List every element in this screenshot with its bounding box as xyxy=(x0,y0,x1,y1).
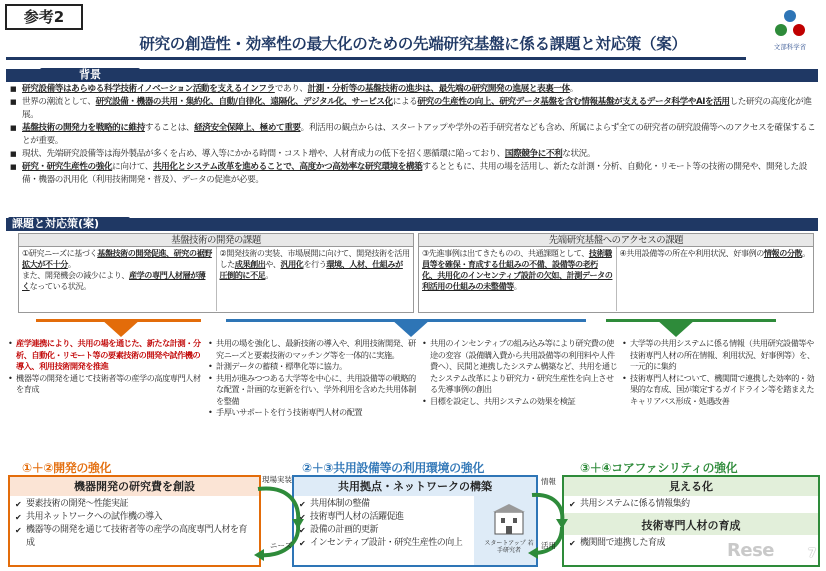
measures-dev xyxy=(8,338,206,456)
box-item: ✔ 共用ネットワークへの試作機の導入 xyxy=(14,511,255,524)
box-item: ✔ 設備の計画的更新 xyxy=(298,524,470,537)
background-list xyxy=(10,83,818,187)
arrow-row xyxy=(6,319,818,337)
heading-corefacility-strengthen: ③＋④コアファシリティの強化 xyxy=(580,461,738,475)
background-item: ■ 基盤技術の開発力を戦略的に維持することは、経済安全保障上、極めて重要。利活用の観点からは、スタートアップや学外の若手研究者なども含め、所属によらず全ての研究者の研究設備等へのアクセスを確保することが重要。 xyxy=(10,122,818,148)
measure-item: • 機器等の開発を通じて技術者等の産学の高度専門人材を育成 xyxy=(8,373,206,396)
cycle-arrows-left-icon xyxy=(250,475,310,567)
background-item: ■ 研究設備等はあらゆる科学技術イノベーション活動を支えるインフラであり、計測・分析等の基盤技術の進歩は、最先端の研究開発の進展と表裏一体。 xyxy=(10,83,818,96)
tag-needs: ニーズ xyxy=(270,541,293,550)
panel-title: 先端研究基盤へのアクセスの課題 xyxy=(419,234,813,247)
heading-share-strengthen: ②＋③共用設備等の利用環境の強化 xyxy=(302,461,484,475)
building-icon: スタートアップ 若手研究者 xyxy=(484,502,534,554)
logo-mark-icon xyxy=(775,10,805,40)
measure-item: • 共用のインセンティブの組み込み等により研究費の使途の変容（設備購入費から共用設備等の利用料や人件費へ）、民間と連携したシステム構築など、共用を通じたシステム改革により研究力・研究生産性を向上させる先導事例の創出 xyxy=(422,338,618,396)
measure-item: • 技術専門人材について、機関間で連携した効率的・効果的な育成、国が策定するガイドライン等を踏まえたキャリアパス形成・処遇改善 xyxy=(622,373,820,408)
issue-4: ④共用設備等の所在や利用状況、好事例の情報の分散。 xyxy=(616,247,814,311)
box-item: ✔ 共用システムに係る情報集約 xyxy=(568,498,814,511)
tag-field: 現場実装 xyxy=(262,475,292,484)
measure-item: • 産学連携により、共用の場を通じた、新たな計測・分析、自動化・リモート等の要素技術の開発や試作機の導入、利用技術開発を推進 xyxy=(8,338,206,373)
reference-label: 参考2 xyxy=(5,4,83,30)
measures-share xyxy=(208,338,416,456)
measure-item: • 計測データの蓄積・標準化等に協力。 xyxy=(208,361,416,373)
logo-text: 文部科学省 xyxy=(773,43,807,51)
cycle-arrows-right-icon xyxy=(528,475,572,567)
ministry-logo xyxy=(760,10,820,60)
box-item: ✔ 機関間で連携した育成 xyxy=(568,537,814,550)
blue-arrow-icon xyxy=(391,319,431,337)
issue-3: ③先進事例は出てきたものの、共通課題として、技術職員等を確保・育成する仕組みの不備、設備等の老朽化、共用化のインセンティブ設計の欠如、計測データの利活用の仕組みの未整備等。 xyxy=(422,248,613,291)
box-corefacility xyxy=(562,475,820,567)
box-item: ✔ 機器等の開発を通じて技術者等の産学の高度専門人材を育成 xyxy=(14,524,255,550)
box-title: 技術専門人材の育成 xyxy=(641,519,741,532)
page-number: 7 xyxy=(808,546,817,560)
measure-item: • 共用の場を強化し、最新技術の導入や、利用技術開発、研究ニーズと要素技術のマッチング等を一体的に実施。 xyxy=(208,338,416,361)
box-dev xyxy=(8,475,261,567)
panel-title: 基盤技術の開発の課題 xyxy=(19,234,413,247)
panel-access-issues xyxy=(418,233,814,313)
watermark: Rese xyxy=(727,540,774,561)
box-share xyxy=(292,475,538,567)
measure-item: • 目標を設定し、共用システムの効果を検証 xyxy=(422,396,618,408)
tag-use: 活用 xyxy=(541,541,556,550)
measure-item: • 共用が進みつつある大学等を中心に、共用設備等の戦略的な配置・計画的な更新を行い、学外利用を含めた共用体制を整備 xyxy=(208,373,416,408)
heading-dev-strengthen: ①＋②開発の強化 xyxy=(22,461,112,475)
background-item: ■ 世界の潮流として、研究設備・機器の共用・集約化、自動/自律化、遠隔化、デジタル化、サービス化による研究の生産性の向上、研究データ基盤を含む情報基盤が支えるデータ科学やAIを活用した研究の高度化が進展。 xyxy=(10,96,818,122)
box-item: ✔ 共用体制の整備 xyxy=(298,498,470,511)
tag-info: 情報 xyxy=(541,477,556,486)
measure-item: • 大学等の共用システムに係る情報（共用研究設備等や技術専門人材の所在情報、利用状況、好事例等）を、一元的に集約 xyxy=(622,338,820,373)
measures-system xyxy=(422,338,618,456)
issue-1: ①研究ニーズに基づく基盤技術の開発促進、研究の裾野拡大が不十分。 また、開発機会の減少により、産学の専門人材層が薄くなっている状況。 xyxy=(22,248,212,291)
background-label: 背景 xyxy=(40,68,140,82)
measures-info xyxy=(622,338,820,456)
title-divider xyxy=(6,57,746,60)
panel-dev-issues xyxy=(18,233,414,313)
issues-label: 課題と対応策(案) xyxy=(8,217,130,231)
issue-2: ②開発技術の実装、市場展開に向けて、開発技術を活用した成果創出や、汎用化を行う環境、人材、仕組みが圧倒的に不足。 xyxy=(216,247,414,311)
measure-item: • 手厚いサポートを行う技術専門人材の配置 xyxy=(208,407,416,419)
box-title: 見える化 xyxy=(669,480,713,493)
box-title: 機器開発の研究費を創設 xyxy=(74,480,195,493)
page-title: 研究の創造性・効率性の最大化のための先端研究基盤に係る課題と対応策（案） xyxy=(139,35,687,53)
green-arrow-icon xyxy=(656,319,696,337)
background-item: ■ 現状、先端研究設備等は海外製品が多くを占め、導入等にかかる時間・コスト増や、人材育成力の低下を招く悪循環に陥っており、国際競争に不利な状況。 xyxy=(10,148,818,161)
background-item: ■ 研究・研究生産性の強化に向けて、共用化とシステム改革を進めることで、高度かつ高効率な研究環境を構築するとともに、共用の場を活用し、新たな計測・分析、自動化・リモート等の技術の開発や、開発した設備・機器の汎用化（利用技術開発・普及）、データの促進が必要。 xyxy=(10,161,818,187)
box-item: ✔ インセンティブ設計・研究生産性の向上 xyxy=(298,537,470,550)
orange-arrow-icon xyxy=(101,319,141,337)
box-item: ✔ 要素技術の開発～性能実証 xyxy=(14,498,255,511)
box-item: ✔ 技術専門人材の活躍促進 xyxy=(298,511,470,524)
box-title: 共用拠点・ネットワークの構築 xyxy=(338,480,492,493)
